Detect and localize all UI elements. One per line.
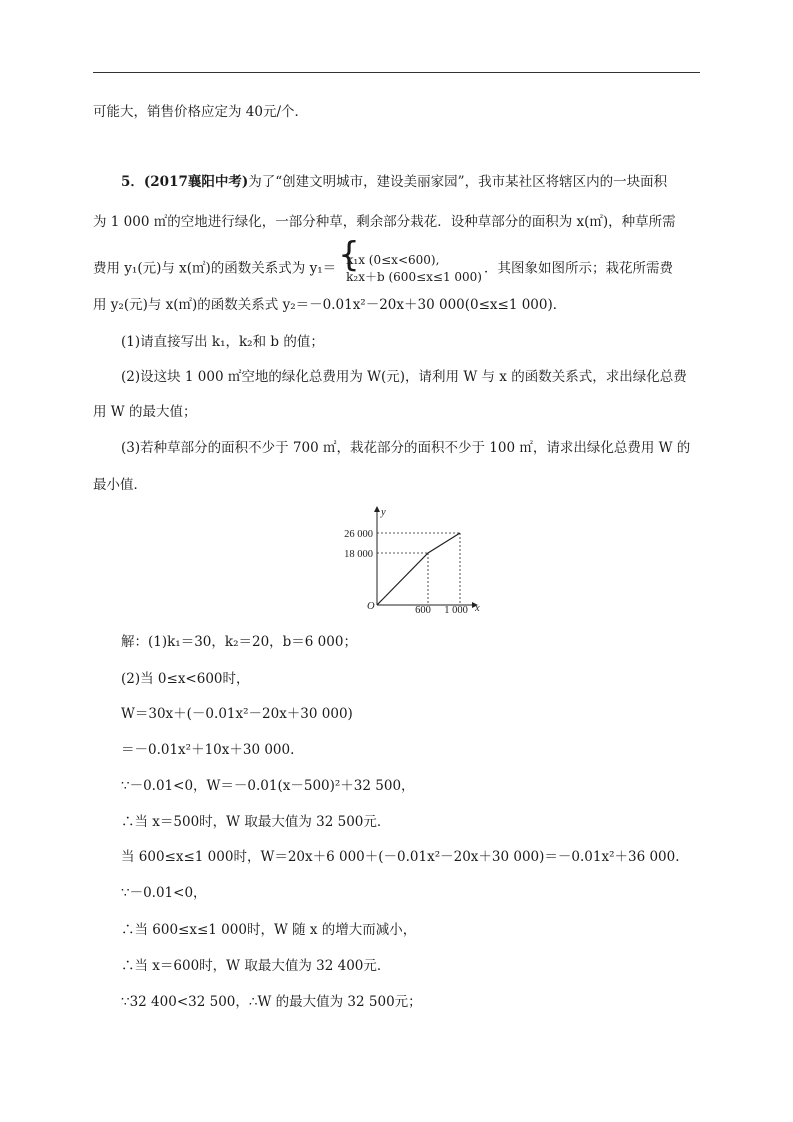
problem-line-2: 为 1 000 ㎡的空地进行绿化，一部分种草，剩余部分栽花．设种草部分的面积为 x(㎡)，种草所需 [93, 214, 676, 230]
question-3-line-1: (3)若种草部分的面积不少于 700 ㎡，栽花部分的面积不少于 100 ㎡，请求出绿化总费用 W 的 [121, 440, 691, 456]
function-line [377, 533, 460, 605]
origin-label: O [367, 601, 375, 612]
header-rule [93, 72, 700, 73]
problem-text-3-pre: 费用 y₁(元)与 x(㎡)的函数关系式为 y₁＝ [93, 260, 337, 277]
y-tick-26000: 26 000 [344, 529, 373, 540]
y-axis-label: y [381, 507, 386, 518]
question-2-line-1: (2)设这块 1 000 ㎡空地的绿化总费用为 W(元)，请利用 W 与 x 的函数关系式，求出绿化总费 [121, 369, 687, 385]
case-2: k₂x＋b (600≤x≤1 000) [346, 270, 482, 284]
question-1: (1)请直接写出 k₁，k₂和 b 的值； [121, 334, 324, 350]
y-tick-18000: 18 000 [344, 549, 373, 560]
x-tick-600: 600 [415, 605, 431, 615]
function-graph [325, 503, 485, 615]
brace-glyph: { [338, 235, 360, 275]
problem-line-1 [121, 172, 667, 192]
problem-text-3-post: ．其图象如图所示；栽花所需费 [484, 260, 673, 277]
problem-source: (2017襄阳中考) [143, 174, 249, 190]
x-tick-1000: 1 000 [444, 605, 468, 615]
continuation-text: 可能大，销售价格应定为 40元/个． [93, 104, 309, 120]
problem-line-3 [93, 235, 673, 286]
solution-line-5: ∵－0.01<0，W＝－0.01(x－500)²＋32 500， [121, 778, 415, 794]
solution-line-8: ∵－0.01<0， [121, 885, 207, 901]
solution-line-4: ＝－0.01x²＋10x＋30 000. [121, 742, 295, 758]
solution-line-3: W＝30x＋(－0.01x²－20x＋30 000) [121, 706, 353, 722]
solution-line-6: ∴当 x＝500时，W 取最大值为 32 500元． [121, 814, 391, 830]
solution-line-11: ∵32 400<32 500，∴W 的最大值为 32 500元； [121, 994, 422, 1010]
solution-line-1: 解：(1)k₁＝30，k₂＝20，b＝6 000； [121, 634, 357, 650]
solution-line-7: 当 600≤x≤1 000时，W＝20x＋6 000＋(－0.01x²－20x＋30 000)＝－0.01x²＋36 000. [121, 849, 680, 865]
problem-line-4: 用 y₂(元)与 x(㎡)的函数关系式 y₂＝－0.01x²－20x＋30 000(0≤x≤1 000)． [93, 297, 567, 313]
solution-line-10: ∴当 x＝600时，W 取最大值为 32 400元． [121, 958, 391, 974]
problem-number: 5． [121, 174, 144, 190]
question-3-line-2: 最小值． [93, 477, 147, 493]
piecewise-function [338, 235, 482, 286]
x-axis-label: x [475, 603, 480, 614]
problem-text-1: 为了“创建文明城市，建设美丽家园”，我市某社区将辖区内的一块面积 [248, 174, 668, 190]
question-2-line-2: 用 W 的最大值； [93, 404, 197, 420]
case-1: k₁x (0≤x<600), [346, 253, 440, 267]
solution-line-2: (2)当 0≤x<600时， [121, 671, 250, 687]
solution-line-9: ∴当 600≤x≤1 000时，W 随 x 的增大而减小， [121, 922, 417, 938]
